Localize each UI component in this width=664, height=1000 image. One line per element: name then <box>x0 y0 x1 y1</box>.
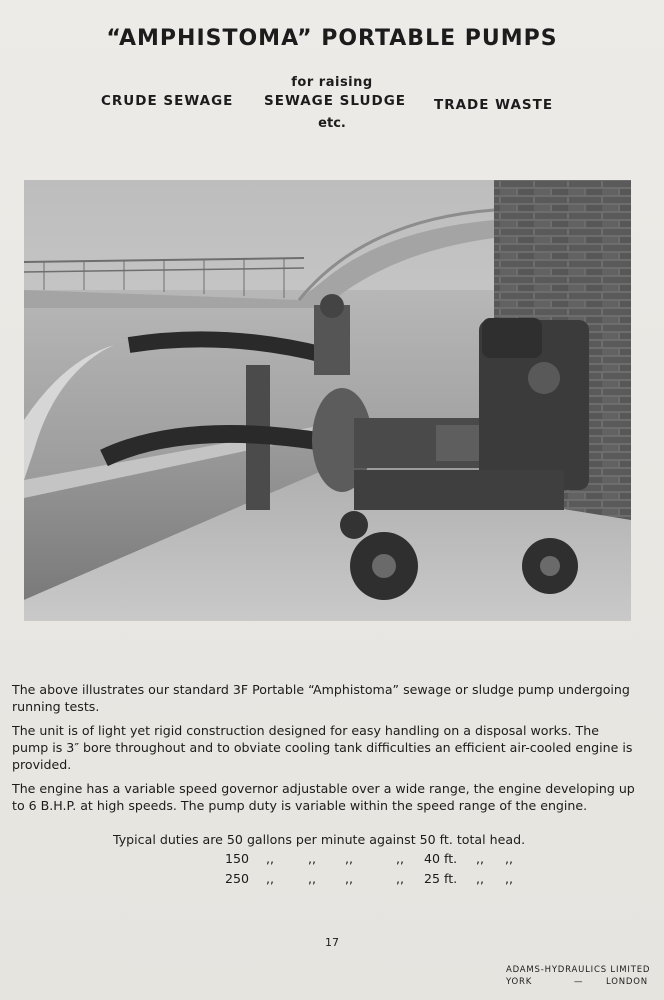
table-row <box>0 851 664 869</box>
city: LONDON <box>606 977 648 987</box>
ditto-mark: ,, <box>345 871 354 886</box>
use-item: SEWAGE SLUDGE <box>264 93 406 109</box>
table-row <box>0 871 664 889</box>
pump-photograph <box>24 180 631 621</box>
paragraph: The unit is of light yet rigid construction designed for easy handling on a disposal works. The pump is 3″ bore throughout and to obviate cooling tank difficulties an efficient air-cooled engine is provided. <box>12 723 633 772</box>
use-item: TRADE WASTE <box>434 97 554 113</box>
ditto-mark: ,, <box>505 871 514 886</box>
ditto-mark: ,, <box>505 851 514 866</box>
ditto-mark: ,, <box>396 851 405 866</box>
gallons-cell: 250 <box>225 871 250 886</box>
gallons-cell: 150 <box>225 851 250 866</box>
ditto-mark: ,, <box>345 851 354 866</box>
paragraph: The engine has a variable speed governor adjustable over a wide range, the engine developing up to 6 B.H.P. at high speeds. The pump duty is variable within the speed range of the engine. <box>12 781 635 813</box>
ditto-mark: ,, <box>266 851 275 866</box>
uses-list <box>0 93 664 113</box>
publisher-cities <box>506 976 654 988</box>
ditto-mark: ,, <box>308 851 317 866</box>
ditto-mark: ,, <box>308 871 317 886</box>
paragraph: The above illustrates our standard 3F Portable “Amphistoma” sewage or sludge pump undergoing running tests. <box>12 682 630 714</box>
subtitle-for-raising: for raising <box>291 75 373 90</box>
publisher-name: ADAMS-HYDRAULICS LIMITED <box>506 965 651 975</box>
etc-label: etc. <box>318 116 346 131</box>
separator: — <box>574 977 584 987</box>
city: YORK <box>506 977 533 987</box>
head-cell: 40 ft. <box>424 851 458 866</box>
page-number: 17 <box>325 936 339 949</box>
ditto-mark: ,, <box>476 851 485 866</box>
duties-lead: Typical duties are 50 gallons per minute against 50 ft. total head. <box>113 832 526 847</box>
ditto-mark: ,, <box>266 871 275 886</box>
head-cell: 25 ft. <box>424 871 458 886</box>
ditto-mark: ,, <box>476 871 485 886</box>
ditto-mark: ,, <box>396 871 405 886</box>
page-title: “AMPHISTOMA” PORTABLE PUMPS <box>106 26 558 51</box>
publisher-imprint <box>506 964 654 988</box>
description-text <box>12 681 638 821</box>
use-item: CRUDE SEWAGE <box>101 93 234 109</box>
